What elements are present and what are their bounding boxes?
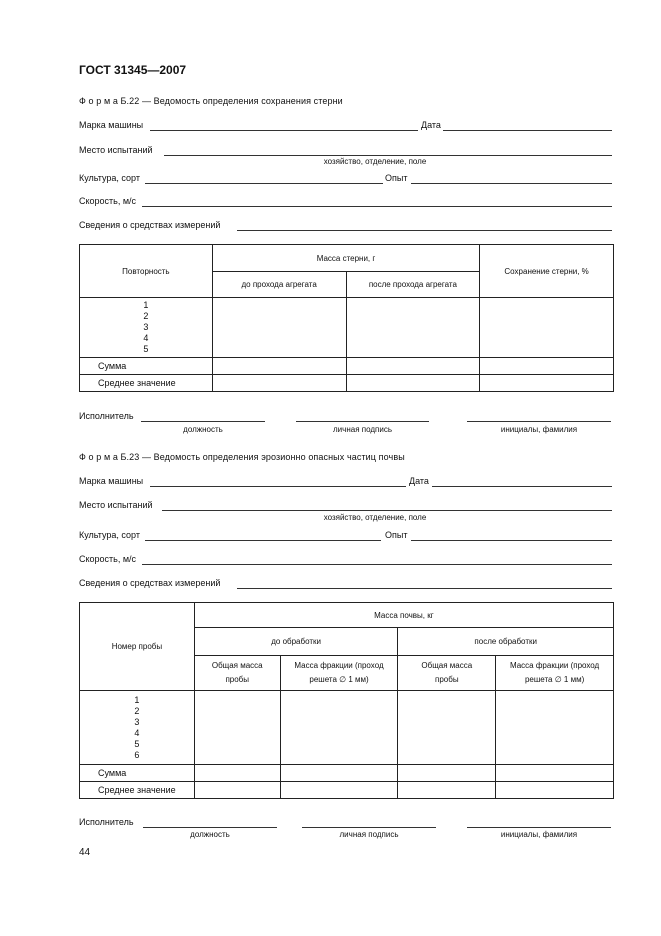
place-label: Место испытаний — [79, 500, 153, 510]
col-repeat-header: Повторность — [80, 245, 213, 298]
row-number: 1 — [143, 300, 149, 310]
col-after-header: после обработки — [398, 628, 614, 656]
col-total-text-1: Общая масса — [421, 661, 473, 670]
instruments-label: Сведения о средствах измерений — [79, 220, 221, 230]
instruments-field[interactable] — [237, 588, 612, 589]
row-number: 4 — [143, 333, 149, 343]
data-cell[interactable] — [212, 358, 346, 375]
place-field[interactable] — [164, 155, 612, 156]
experiment-label: Опыт — [385, 173, 408, 183]
row-number: 3 — [143, 322, 149, 332]
repeat-numbers — [80, 298, 213, 358]
machine-field[interactable] — [150, 130, 418, 131]
date-field[interactable] — [443, 130, 612, 131]
instruments-label: Сведения о средствах измерений — [79, 578, 221, 588]
row-number: 6 — [134, 749, 140, 760]
col-total-text-2: пробы — [435, 675, 459, 684]
experiment-field[interactable] — [411, 183, 612, 184]
col-preserve-header: Сохранение стерни, % — [480, 245, 614, 298]
row-number: 1 — [134, 694, 140, 705]
initials-caption: инициалы, фамилия — [500, 425, 578, 434]
signature-field[interactable] — [296, 421, 429, 422]
col-fraction-before-header — [280, 656, 398, 691]
data-cell[interactable] — [398, 765, 496, 782]
initials-caption: инициалы, фамилия — [500, 830, 578, 839]
col-fraction-text-2: решета ∅ 1 мм) — [524, 675, 585, 684]
soil-particles-table — [79, 602, 614, 799]
data-cell[interactable] — [280, 691, 398, 765]
col-fraction-text-1: Масса фракции (проход — [294, 661, 384, 670]
row-number: 5 — [143, 344, 149, 354]
crop-label: Культура, сорт — [79, 530, 140, 540]
col-before-header: до обработки — [194, 628, 398, 656]
sum-row-label: Сумма — [80, 765, 195, 782]
data-cell[interactable] — [280, 782, 398, 799]
form-b22-title: Ф о р м а Б.22 — Ведомость определения сохранения стерни — [79, 96, 343, 106]
sample-numbers — [80, 691, 195, 765]
position-caption: должность — [183, 425, 223, 434]
machine-label: Марка машины — [79, 476, 144, 486]
mean-row-label: Среднее значение — [80, 782, 195, 799]
date-label: Дата — [421, 120, 441, 130]
form-b23-title: Ф о р м а Б.23 — Ведомость определения эрозионно опасных частиц почвы — [79, 452, 405, 462]
signature-caption: личная подпись — [339, 830, 399, 839]
data-cell[interactable] — [212, 298, 346, 358]
experiment-field[interactable] — [411, 540, 612, 541]
signature-caption: личная подпись — [333, 425, 392, 434]
data-cell[interactable] — [194, 782, 280, 799]
place-caption: хозяйство, отделение, поле — [323, 513, 427, 522]
initials-field[interactable] — [467, 421, 611, 422]
col-total-text-1: Общая масса — [211, 661, 263, 670]
col-total-after-header — [398, 656, 496, 691]
page-number: 44 — [79, 847, 91, 858]
executor-label: Исполнитель — [79, 817, 134, 827]
crop-field[interactable] — [145, 540, 381, 541]
executor-label: Исполнитель — [79, 411, 134, 421]
col-after-header: после прохода агрегата — [346, 272, 480, 298]
place-field[interactable] — [162, 510, 612, 511]
speed-field[interactable] — [142, 564, 612, 565]
document-header: ГОСТ 31345—2007 — [79, 63, 187, 77]
machine-label: Марка машины — [79, 120, 144, 130]
data-cell[interactable] — [194, 765, 280, 782]
row-number: 4 — [134, 727, 140, 738]
data-cell[interactable] — [280, 765, 398, 782]
data-cell[interactable] — [496, 765, 614, 782]
speed-field[interactable] — [142, 206, 612, 207]
date-field[interactable] — [432, 486, 612, 487]
position-field[interactable] — [141, 421, 265, 422]
data-cell[interactable] — [480, 298, 614, 358]
col-fraction-text-2: решета ∅ 1 мм) — [309, 675, 369, 684]
col-total-before-header — [194, 656, 280, 691]
data-cell[interactable] — [398, 782, 496, 799]
crop-field[interactable] — [145, 183, 383, 184]
initials-field[interactable] — [467, 827, 611, 828]
data-cell[interactable] — [496, 691, 614, 765]
speed-label: Скорость, м/с — [79, 196, 137, 206]
experiment-label: Опыт — [385, 530, 408, 540]
col-mass-header: Масса почвы, кг — [194, 603, 613, 628]
data-cell[interactable] — [212, 375, 346, 392]
machine-field[interactable] — [150, 486, 406, 487]
mean-row-label: Среднее значение — [80, 375, 213, 392]
data-cell[interactable] — [346, 358, 480, 375]
col-mass-header: Масса стерни, г — [212, 245, 479, 272]
row-number: 3 — [134, 716, 140, 727]
sum-row-label: Сумма — [80, 358, 213, 375]
data-cell[interactable] — [346, 375, 480, 392]
date-label: Дата — [409, 476, 429, 486]
crop-label: Культура, сорт — [79, 173, 140, 183]
position-caption: должность — [190, 830, 230, 839]
signature-field[interactable] — [302, 827, 436, 828]
col-before-header: до прохода агрегата — [212, 272, 346, 298]
data-cell[interactable] — [194, 691, 280, 765]
position-field[interactable] — [143, 827, 277, 828]
data-cell[interactable] — [346, 298, 480, 358]
data-cell[interactable] — [398, 691, 496, 765]
col-total-text-2: пробы — [225, 675, 250, 684]
place-caption: хозяйство, отделение, поле — [323, 157, 427, 166]
instruments-field[interactable] — [237, 230, 612, 231]
col-fraction-after-header — [496, 656, 614, 691]
row-number: 5 — [134, 738, 140, 749]
data-cell[interactable] — [480, 358, 614, 375]
row-number: 2 — [143, 311, 149, 321]
place-label: Место испытаний — [79, 145, 153, 155]
row-number: 2 — [134, 705, 140, 716]
data-cell[interactable] — [480, 375, 614, 392]
data-cell[interactable] — [496, 782, 614, 799]
col-sample-header: Номер пробы — [80, 603, 195, 691]
stubble-table — [79, 244, 614, 392]
col-fraction-text-1: Масса фракции (проход — [509, 661, 600, 670]
speed-label: Скорость, м/с — [79, 554, 137, 564]
